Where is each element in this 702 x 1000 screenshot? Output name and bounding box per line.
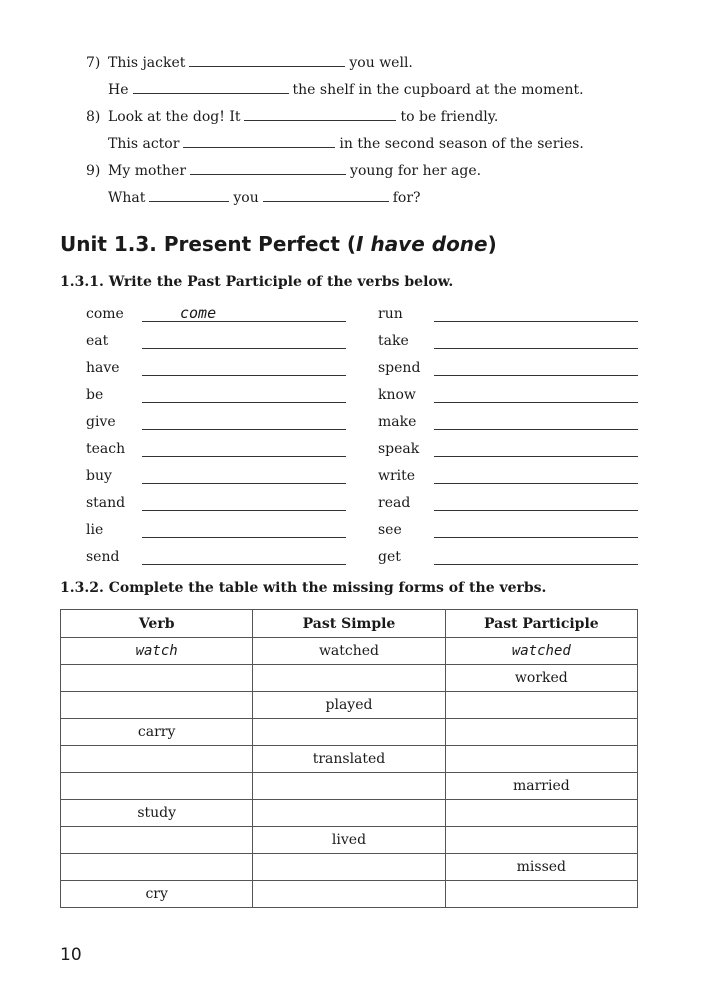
sentence-text: the shelf in the cupboard at the moment. (292, 82, 584, 98)
verb-row (378, 408, 638, 430)
sentence-7b (86, 81, 584, 98)
past-participle-blank[interactable] (434, 384, 638, 403)
answer-blank[interactable] (133, 81, 289, 94)
sentence-text: My mother (108, 163, 187, 179)
sentence-text: to be friendly. (400, 109, 499, 125)
verb-row (86, 381, 346, 403)
verb-row (86, 489, 346, 511)
table-cell[interactable] (61, 692, 253, 719)
verb-word: be (86, 387, 104, 403)
table-cell: translated (253, 746, 445, 773)
column-header-past-simple: Past Simple (253, 610, 445, 638)
sentence-text: Look at the dog! It (108, 109, 241, 125)
table-cell: watched (253, 638, 445, 665)
sentence-text: This actor (108, 136, 180, 152)
item-number: 9) (86, 163, 101, 179)
sentence-9b (86, 189, 421, 206)
table-cell[interactable] (253, 719, 445, 746)
table-row (61, 665, 638, 692)
verb-row (378, 381, 638, 403)
page-number: 10 (60, 945, 82, 965)
verb-row (86, 327, 346, 349)
table-cell: watched (445, 638, 637, 665)
verb-word: speak (378, 441, 420, 457)
past-participle-blank[interactable] (142, 492, 346, 511)
unit-title (60, 232, 497, 256)
verb-word: get (378, 549, 401, 565)
past-participle-blank[interactable] (142, 303, 346, 322)
past-participle-blank[interactable] (142, 357, 346, 376)
past-participle-blank[interactable] (434, 492, 638, 511)
sentence-text: you well. (349, 55, 413, 71)
answer-blank[interactable] (189, 54, 345, 67)
table-row (61, 773, 638, 800)
table-cell[interactable] (253, 665, 445, 692)
verb-row (378, 462, 638, 484)
table-cell: played (253, 692, 445, 719)
answer-blank[interactable] (244, 108, 396, 121)
past-participle-blank[interactable] (142, 546, 346, 565)
sentence-8a (86, 108, 498, 125)
answer-blank[interactable] (190, 162, 346, 175)
sentence-text: He (108, 82, 129, 98)
verb-word: know (378, 387, 416, 403)
verb-word: make (378, 414, 417, 430)
table-cell[interactable] (445, 827, 637, 854)
sentence-text: in the second season of the series. (339, 136, 584, 152)
past-participle-blank[interactable] (142, 465, 346, 484)
handwritten-answer: come (180, 304, 217, 322)
exercise-1-heading: 1.3.1. Write the Past Participle of the verbs below. (60, 274, 454, 290)
table-cell: lived (253, 827, 445, 854)
verb-forms-table (60, 609, 638, 908)
verb-row (86, 300, 346, 322)
verb-word: give (86, 414, 116, 430)
past-participle-blank[interactable] (142, 438, 346, 457)
table-cell[interactable] (445, 800, 637, 827)
column-header-verb: Verb (61, 610, 253, 638)
table-cell[interactable] (445, 881, 637, 908)
table-header-row (61, 610, 638, 638)
past-participle-blank[interactable] (142, 411, 346, 430)
answer-blank[interactable] (263, 189, 389, 202)
verb-row (378, 354, 638, 376)
verb-word: come (86, 306, 124, 322)
verb-word: send (86, 549, 120, 565)
past-participle-blank[interactable] (142, 519, 346, 538)
sentence-text: young for her age. (350, 163, 482, 179)
sentence-text: This jacket (108, 55, 186, 71)
table-row (61, 746, 638, 773)
verb-word: run (378, 306, 403, 322)
answer-blank[interactable] (149, 189, 229, 202)
verb-word: have (86, 360, 120, 376)
verb-row (378, 543, 638, 565)
verb-row (378, 489, 638, 511)
verb-row (378, 327, 638, 349)
sentence-9a (86, 162, 481, 179)
table-cell[interactable] (61, 854, 253, 881)
table-cell: missed (445, 854, 637, 881)
table-row (61, 692, 638, 719)
table-cell[interactable] (253, 773, 445, 800)
verb-word: write (378, 468, 416, 484)
past-participle-blank[interactable] (142, 330, 346, 349)
sentence-text: you (233, 190, 259, 206)
table-cell: married (445, 773, 637, 800)
unit-title-text: Unit 1.3. Present Perfect ( (60, 232, 357, 256)
table-row (61, 719, 638, 746)
verb-word: take (378, 333, 409, 349)
table-row (61, 638, 638, 665)
table-cell[interactable] (61, 827, 253, 854)
column-header-past-participle: Past Participle (445, 610, 637, 638)
table-cell[interactable] (253, 854, 445, 881)
table-cell: watch (61, 638, 253, 665)
verb-row (86, 408, 346, 430)
verb-word: stand (86, 495, 126, 511)
past-participle-blank[interactable] (434, 519, 638, 538)
answer-blank[interactable] (183, 135, 335, 148)
table-cell[interactable] (61, 746, 253, 773)
verb-row (86, 462, 346, 484)
table-row (61, 827, 638, 854)
table-cell[interactable] (61, 773, 253, 800)
past-participle-blank[interactable] (434, 546, 638, 565)
verb-row (378, 435, 638, 457)
table-cell: carry (61, 719, 253, 746)
verb-row (86, 543, 346, 565)
unit-title-text: ) (487, 232, 497, 256)
sentence-7a (86, 54, 413, 71)
exercise-2-heading: 1.3.2. Complete the table with the missing forms of the verbs. (60, 580, 547, 596)
verb-word: eat (86, 333, 109, 349)
table-cell: study (61, 800, 253, 827)
verb-row (86, 516, 346, 538)
table-cell[interactable] (445, 719, 637, 746)
past-participle-blank[interactable] (434, 303, 638, 322)
table-cell: cry (61, 881, 253, 908)
item-number: 7) (86, 55, 101, 71)
table-cell[interactable] (253, 800, 445, 827)
verb-row (378, 516, 638, 538)
table-row (61, 854, 638, 881)
verb-row (86, 435, 346, 457)
table-cell: worked (445, 665, 637, 692)
sentence-8b (86, 135, 584, 152)
verb-word: spend (378, 360, 421, 376)
table-cell[interactable] (61, 665, 253, 692)
verb-row (378, 300, 638, 322)
verb-word: read (378, 495, 411, 511)
item-number: 8) (86, 109, 101, 125)
sentence-text: for? (392, 190, 421, 206)
table-cell[interactable] (253, 881, 445, 908)
sentence-text: What (108, 190, 146, 206)
past-participle-blank[interactable] (434, 438, 638, 457)
verb-row (86, 354, 346, 376)
table-cell[interactable] (445, 746, 637, 773)
table-row (61, 800, 638, 827)
past-participle-blank[interactable] (434, 330, 638, 349)
past-participle-blank[interactable] (434, 465, 638, 484)
past-participle-blank[interactable] (434, 357, 638, 376)
unit-title-italic: I have done (356, 232, 488, 256)
past-participle-blank[interactable] (434, 411, 638, 430)
past-participle-blank[interactable] (142, 384, 346, 403)
table-row (61, 881, 638, 908)
table-cell[interactable] (445, 692, 637, 719)
verb-word: buy (86, 468, 112, 484)
verb-word: see (378, 522, 402, 538)
verb-word: lie (86, 522, 104, 538)
verb-word: teach (86, 441, 126, 457)
